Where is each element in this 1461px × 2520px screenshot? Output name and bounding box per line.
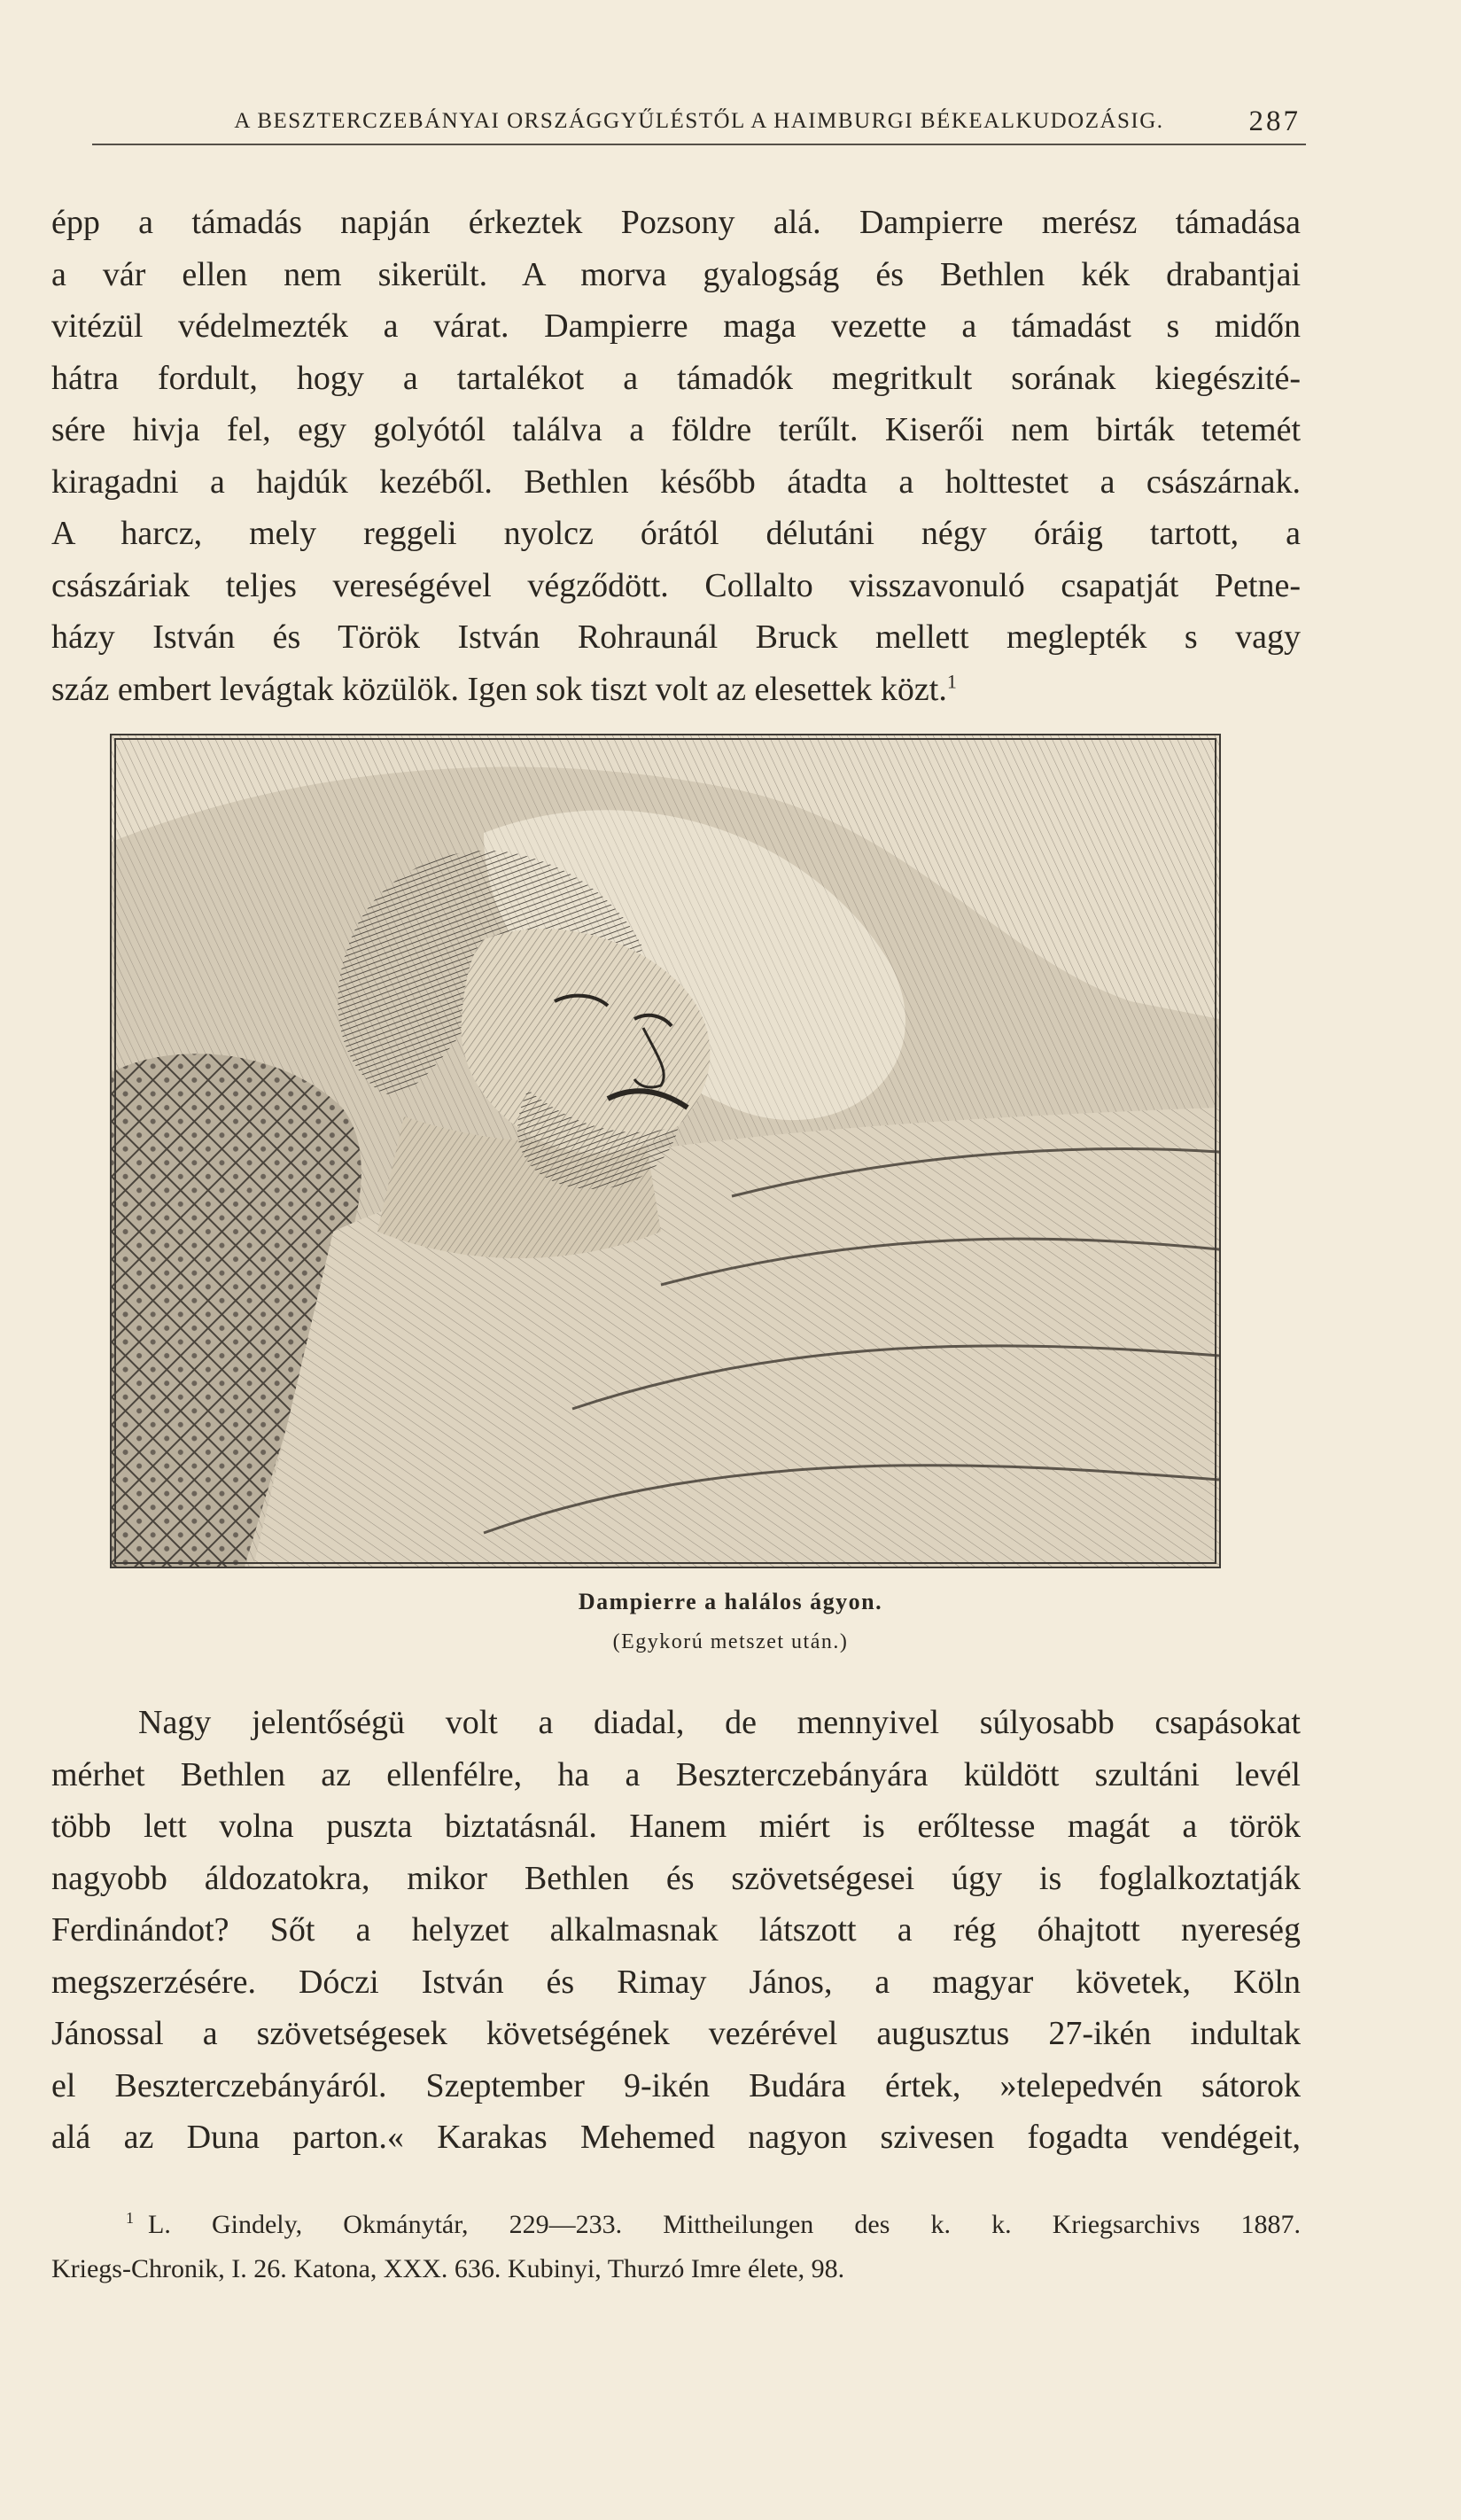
text-line: épp a támadás napján érkeztek Pozsony alá. Dampierre merész támadása — [51, 204, 1301, 241]
engraving-image — [112, 735, 1219, 1567]
text-line: Nagy jelentőségü volt a diadal, de mennyivel súlyosabb csapásokat — [138, 1704, 1301, 1741]
figure-subcaption: (Egykorú metszet után.) — [612, 1630, 849, 1653]
text-line: házy István és Török István Rohraunál Bruck mellett meglepték s vagy — [51, 618, 1301, 656]
text-line: alá az Duna parton.« Karakas Mehemed nagyon szivesen fogadta vendégeit, — [51, 2119, 1301, 2156]
footnotes — [51, 2196, 1301, 2291]
text-line: száz embert levágtak közülök. Igen sok tiszt volt az elesettek közt. — [51, 670, 947, 708]
page-number: 287 — [1248, 105, 1301, 137]
text-line: el Beszterczebányáról. Szeptember 9-ikén Budára értek, »telepedvén sátorok — [51, 2066, 1301, 2104]
engraving-illustration — [110, 734, 1221, 1568]
text-line: Jánossal a szövetségesek követségének vezérével augusztus 27-ikén indultak — [51, 2015, 1301, 2052]
text-line: több lett volna puszta biztatásnál. Hanem miért is erőltesse magát a török — [51, 1808, 1301, 1845]
text-line: császáriak teljes vereségével végződött. Collalto visszavonuló csapatját Petne- — [51, 566, 1301, 604]
text-line: nagyobb áldozatokra, mikor Bethlen és szövetségesei úgy is foglalkoztatják — [51, 1859, 1301, 1897]
text-line: sére hivja fel, egy golyótól találva a földre terűlt. Kiserői nem birták tetemét — [51, 411, 1301, 448]
running-title: A BESZTERCZEBÁNYAI ORSZÁGGYŰLÉSTŐL A HAIMBURGI BÉKEALKUDOZÁSIG. — [234, 109, 1164, 133]
text-line: a vár ellen nem sikerült. A morva gyalogság és Bethlen kék drabantjai — [51, 255, 1301, 293]
footnote-line: Kriegs-Chronik, I. 26. Katona, XXX. 636. Kubinyi, Thurzó Imre élete, 98. — [51, 2254, 845, 2283]
footnote-line — [51, 2196, 1301, 2247]
text-line: A harcz, mely reggeli nyolcz órától délutáni négy óráig tartott, a — [51, 515, 1301, 552]
footnote-reference[interactable]: 1 — [946, 669, 957, 692]
text-line: megszerzésére. Dóczi István és Rimay János, a magyar követek, Köln — [51, 1963, 1301, 2001]
text-line-with-note — [51, 664, 1301, 716]
text-line: mérhet Bethlen az ellenfélre, ha a Beszterczebányára küldött szultáni levél — [51, 1755, 1301, 1793]
text-line: vitézül védelmezték a várat. Dampierre maga vezette a támadást s midőn — [51, 307, 1301, 345]
text-line: kiragadni a hajdúk kezéből. Bethlen később átadta a holttestet a császárnak. — [51, 463, 1301, 501]
text-line: hátra fordult, hogy a tartalékot a támadók megritkult sorának kiegészité- — [51, 359, 1301, 397]
footnote-text: L. Gindely, Okmánytár, 229—233. Mittheilungen des k. k. Kriegsarchivs 1887. — [148, 2210, 1301, 2239]
running-header — [92, 99, 1306, 145]
footnote-mark: 1 — [126, 2209, 134, 2227]
paragraph-1 — [51, 197, 1301, 715]
paragraph-2 — [51, 1697, 1301, 2164]
figure-caption: Dampierre a halálos ágyon. — [578, 1589, 883, 1614]
text-line: Ferdinándot? Sőt a helyzet alkalmasnak látszott a rég óhajtott nyereség — [51, 1911, 1301, 1948]
